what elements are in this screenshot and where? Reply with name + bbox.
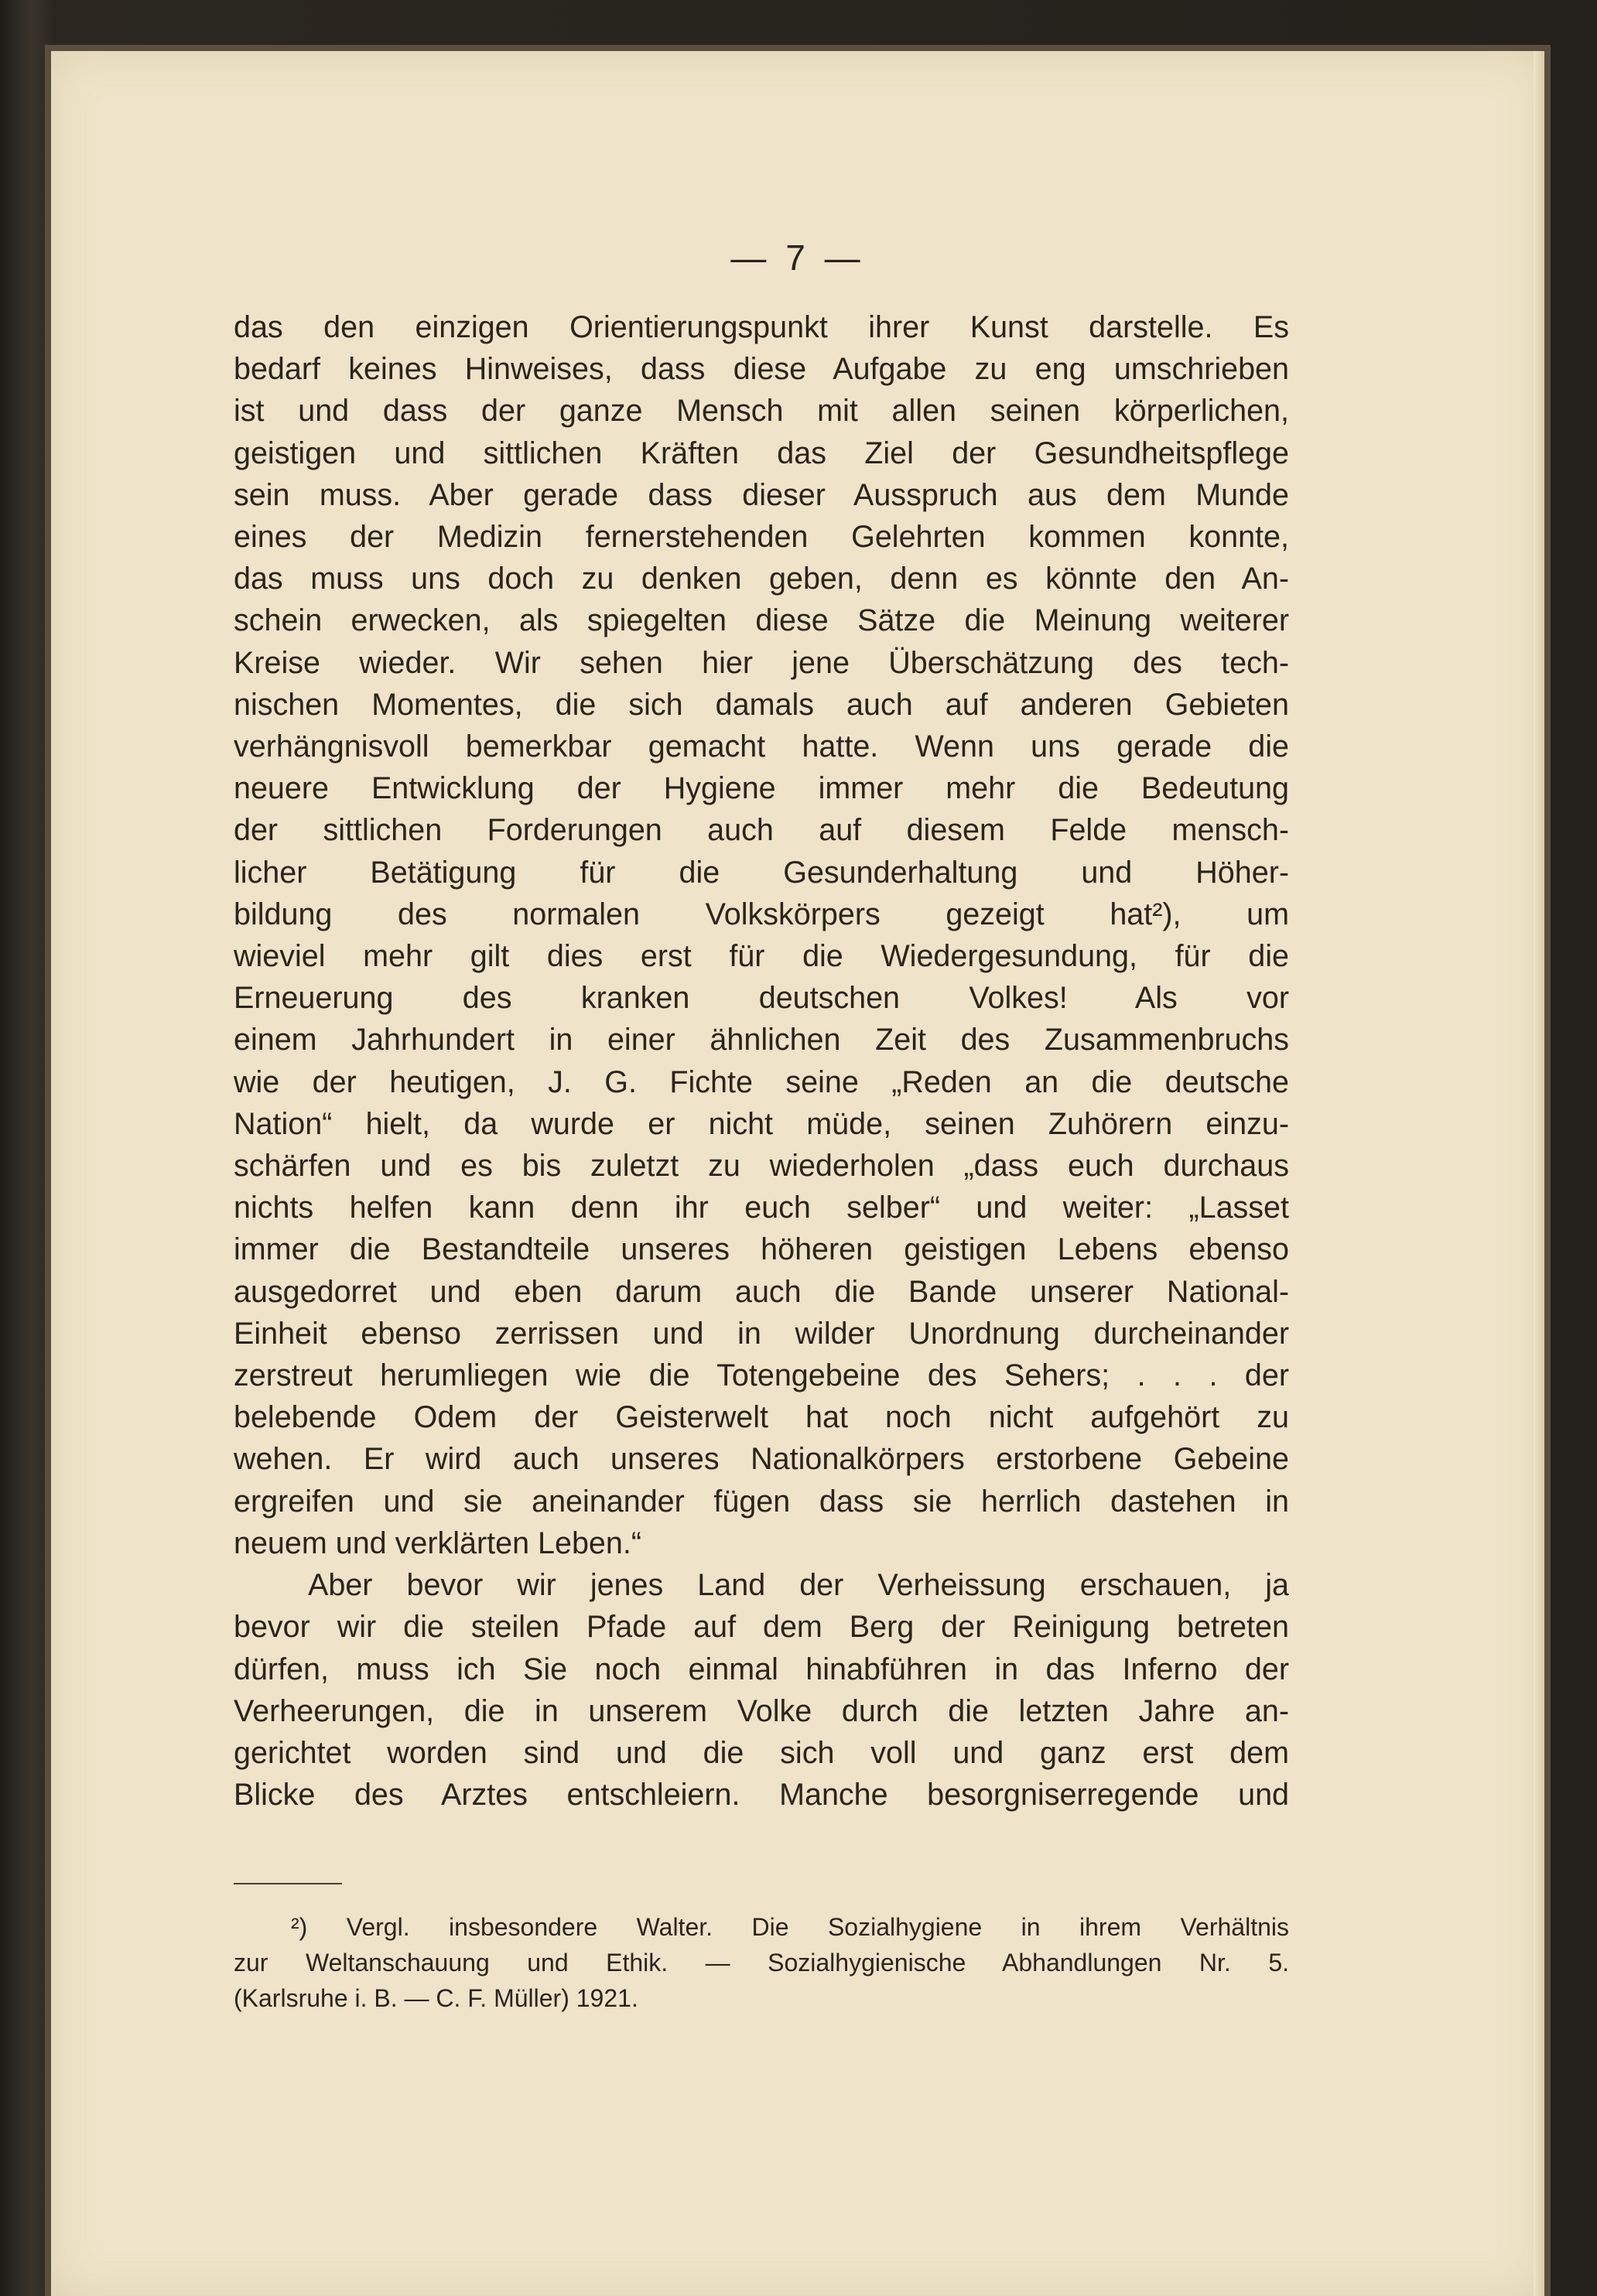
text-line: belebende Odem der Geisterwelt hat noch nicht aufgehört zu bbox=[234, 1400, 1289, 1435]
footnote-divider bbox=[234, 1883, 342, 1884]
footnote bbox=[234, 1909, 1289, 2016]
text-line: ergreifen und sie aneinander fügen dass sie herrlich dastehen in bbox=[234, 1484, 1289, 1519]
text-line: bevor wir die steilen Pfade auf dem Berg der Reinigung betreten bbox=[234, 1610, 1289, 1645]
text-line: nichts helfen kann denn ihr euch selber“ und weiter: „Lasset bbox=[234, 1191, 1289, 1225]
text-line: schärfen und es bis zuletzt zu wiederholen „dass euch durchaus bbox=[234, 1149, 1289, 1184]
page-number: — 7 — bbox=[730, 237, 865, 278]
text-line: gerichtet worden sind und die sich voll und ganz erst dem bbox=[234, 1735, 1289, 1770]
text-line: neuem und verklärten Leben.“ bbox=[234, 1526, 642, 1560]
text-line: sein muss. Aber gerade dass dieser Ausspruch aus dem Munde bbox=[234, 477, 1289, 512]
footnote-line: ²) Vergl. insbesondere Walter. Die Sozialhygiene in ihrem Verhältnis bbox=[291, 1913, 1289, 1941]
text-line: einem Jahrhundert in einer ähnlichen Zeit des Zusammenbruchs bbox=[234, 1023, 1289, 1057]
text-line: Nation“ hielt, da wurde er nicht müde, seinen Zuhörern einzu- bbox=[234, 1106, 1289, 1141]
footnote-line: (Karlsruhe i. B. — C. F. Müller) 1921. bbox=[234, 1984, 638, 2012]
text-line: das muss uns doch zu denken geben, denn es könnte den An- bbox=[234, 562, 1289, 596]
text-line: bedarf keines Hinweises, dass diese Aufgabe zu eng umschrieben bbox=[234, 352, 1289, 387]
text-line: Blicke des Arztes entschleiern. Manche besorgniserregende und bbox=[234, 1778, 1289, 1813]
text-line: Verheerungen, die in unserem Volke durch die letzten Jahre an- bbox=[234, 1693, 1289, 1728]
text-line: nischen Momentes, die sich damals auch auf anderen Gebieten bbox=[234, 687, 1289, 722]
text-line: Erneuerung des kranken deutschen Volkes! Als vor bbox=[234, 981, 1289, 1016]
text-line: Kreise wieder. Wir sehen hier jene Überschätzung des tech- bbox=[234, 645, 1289, 680]
text-line: geistigen und sittlichen Kräften das Ziel der Gesundheitspflege bbox=[234, 436, 1289, 470]
text-line: wie der heutigen, J. G. Fichte seine „Reden an die deutsche bbox=[234, 1064, 1289, 1099]
text-line: neuere Entwicklung der Hygiene immer mehr die Bedeutung bbox=[234, 771, 1289, 806]
text-line: schein erwecken, als spiegelten diese Sätze die Meinung weiterer bbox=[234, 603, 1289, 638]
body-text bbox=[234, 306, 1289, 1816]
document-page bbox=[51, 51, 1544, 2296]
text-line: verhängnisvoll bemerkbar gemacht hatte. Wenn uns gerade die bbox=[234, 729, 1289, 764]
text-line: dürfen, muss ich Sie noch einmal hinabführen in das Inferno der bbox=[234, 1652, 1289, 1686]
page-edge bbox=[1534, 51, 1544, 2296]
text-line: Einheit ebenso zerrissen und in wilder Unordnung durcheinander bbox=[234, 1316, 1289, 1351]
footnote-line: zur Weltanschauung und Ethik. — Sozialhygienische Abhandlungen Nr. 5. bbox=[234, 1949, 1289, 1977]
text-line: bildung des normalen Volkskörpers gezeigt hat²), um bbox=[234, 897, 1289, 931]
text-line: ausgedorret und eben darum auch die Bande unserer National- bbox=[234, 1274, 1289, 1309]
text-line: immer die Bestandteile unseres höheren geistigen Lebens ebenso bbox=[234, 1232, 1289, 1267]
text-line: licher Betätigung für die Gesunderhaltung und Höher- bbox=[234, 855, 1289, 890]
text-line: der sittlichen Forderungen auch auf diesem Felde mensch- bbox=[234, 813, 1289, 848]
text-line: wieviel mehr gilt dies erst für die Wiedergesundung, für die bbox=[234, 939, 1289, 974]
paragraph-start-line: Aber bevor wir jenes Land der Verheissung erschauen, ja bbox=[308, 1568, 1289, 1603]
text-line: zerstreut herumliegen wie die Totengebeine des Sehers; . . . der bbox=[234, 1358, 1289, 1393]
text-line: eines der Medizin fernerstehenden Gelehrten kommen konnte, bbox=[234, 520, 1289, 555]
text-line: wehen. Er wird auch unseres Nationalkörpers erstorbene Gebeine bbox=[234, 1442, 1289, 1477]
text-line: ist und dass der ganze Mensch mit allen seinen körperlichen, bbox=[234, 394, 1289, 429]
text-line: das den einzigen Orientierungspunkt ihrer Kunst darstelle. Es bbox=[234, 310, 1289, 344]
